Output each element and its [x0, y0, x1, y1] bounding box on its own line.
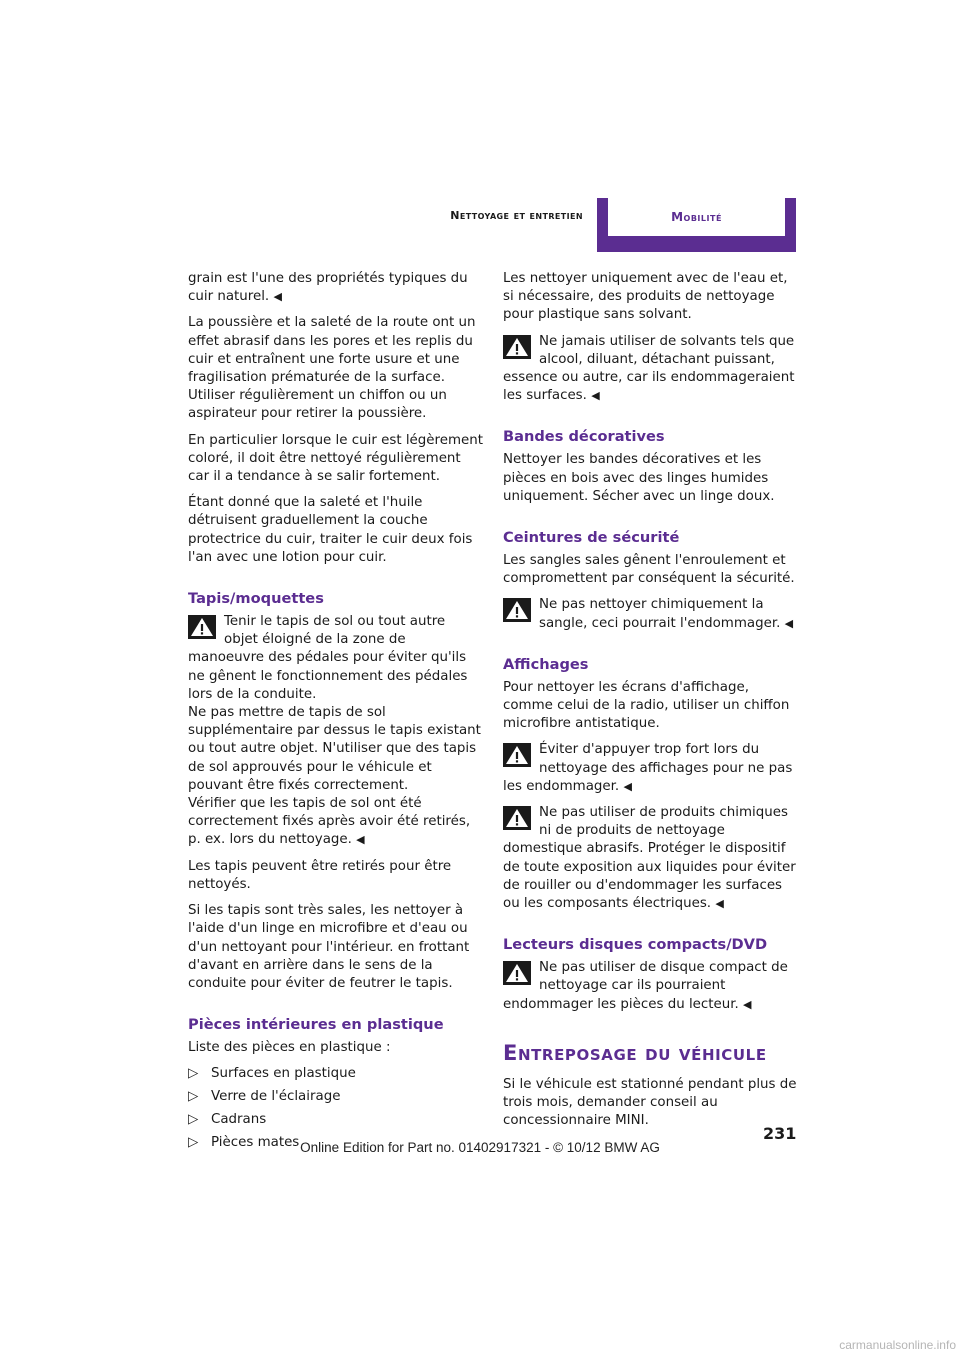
running-header-section: Nettoyage et entretien [450, 209, 583, 222]
list-item-text: Cadrans [211, 1111, 267, 1127]
watermark: carmanualsonline.info [839, 1338, 956, 1352]
plastic-parts-list [188, 1065, 483, 1152]
warning-block [503, 804, 799, 913]
paragraph: Si le véhicule est stationné pendant plus de trois mois, demander conseil au concessionnaire MINI. [503, 1076, 797, 1129]
paragraph: Si les tapis sont très sales, les nettoyer à l'aide d'un linge en microfibre et d'eau ou d'un nettoyant pour l'intérieur. en frottant d'avant en arrière dans le sens de la conduite pour éviter de feutrer le tapis. [188, 903, 470, 991]
paragraph: Pour nettoyer les écrans d'affichage, comme celui de la radio, utiliser un chiffon microfibre antistatique. [503, 679, 790, 732]
list-item [188, 1111, 483, 1129]
paragraph: Liste des pièces en plastique : [188, 1040, 391, 1056]
warning-icon [503, 961, 531, 985]
warning-icon [503, 335, 531, 359]
warning-text: Ne pas mettre de tapis de sol supplémentaire par dessus le tapis existant ou tout autre objet. N'utiliser que des tapis de sol approuvés pour le véhicule et pouvant être fixés correctement. [188, 705, 481, 793]
paragraph: En particulier lorsque le cuir est légèrement coloré, il doit être nettoyé régulièrement car il a tendance à se salir fortement. [188, 432, 483, 485]
warning-block [503, 333, 799, 406]
list-item [188, 1088, 483, 1106]
warning-text: Ne jamais utiliser de solvants tels que alcool, diluant, détachant puissant, essence ou autre, car ils endommageraient les surfaces. [503, 333, 795, 404]
warning-block [188, 613, 483, 850]
end-mark-icon: ◀ [591, 389, 600, 403]
warning-text: Ne pas utiliser de produits chimiques ni de produits de nettoyage domestique abrasifs. Protéger le dispositif de toute exposition aux liquides pour éviter de rouiller ou d'endommager les surfaces ou les composants électriques. [503, 805, 796, 912]
warning-icon [188, 615, 216, 639]
warning-text: Ne pas nettoyer chimiquement la sangle, ceci pourrait l'endommager. [539, 597, 781, 631]
paragraph: La poussière et la saleté de la route ont un effet abrasif dans les pores et les replis du cuir et entraînent une forte usure et une fragilisation prématurée de la surface. Utiliser régulièrement un chiffon ou un aspirateur pour retirer la poussière. [188, 315, 476, 422]
section-heading-plastique: Pièces intérieures en plastique [188, 1016, 444, 1034]
bullet-icon: ▷ [188, 1134, 199, 1150]
footer-edition: Online Edition for Part no. 01402917321 - © 10/12 BMW AG [300, 1140, 660, 1155]
end-mark-icon: ◀ [784, 616, 794, 630]
section-heading-ceintures: Ceintures de sécurité [503, 529, 680, 547]
bullet-icon: ▷ [188, 1089, 199, 1105]
end-mark-icon: ◀ [743, 997, 752, 1011]
section-heading-affichages: Affichages [503, 655, 589, 673]
list-item-text: Verre de l'éclairage [211, 1089, 341, 1105]
warning-icon [503, 806, 531, 830]
section-heading-entreposage: Entreposage du véhicule [503, 1040, 767, 1065]
end-mark-icon: ◀ [623, 779, 632, 793]
warning-icon [503, 598, 531, 622]
warning-text: Vérifier que les tapis de sol ont été correctement fixés après avoir été retirés, p. ex. lors du nettoyage. [188, 796, 471, 848]
right-column [503, 270, 799, 1139]
end-mark-icon: ◀ [273, 290, 282, 304]
list-item-text: Surfaces en plastique [211, 1066, 356, 1082]
paragraph: Étant donné que la saleté et l'huile détruisent graduellement la couche protectrice du cuir, traiter le cuir deux fois l'an avec une lotion pour cuir. [188, 495, 473, 565]
section-heading-tapis: Tapis/moquettes [188, 590, 324, 608]
bullet-icon: ▷ [188, 1066, 199, 1082]
list-item-text: Pièces mates [211, 1134, 300, 1150]
paragraph: Les sangles sales gênent l'enroulement et compromettent par conséquent la sécurité. [503, 553, 795, 587]
paragraph: Nettoyer les bandes décoratives et les pièces en bois avec des linges humides uniquement. Sécher avec un linge doux. [503, 452, 775, 504]
paragraph: Les tapis peuvent être retirés pour être nettoyés. [188, 858, 452, 892]
bullet-icon: ▷ [188, 1111, 199, 1127]
section-heading-lecteurs: Lecteurs disques compacts/DVD [503, 936, 768, 954]
warning-text: Tenir le tapis de sol ou tout autre objet éloigné de la zone de manoeuvre des pédales pour éviter qu'ils ne gênent le fonctionnement des pédales lors de la conduite. [188, 614, 468, 702]
warning-icon [503, 743, 531, 767]
end-mark-icon: ◀ [715, 897, 724, 911]
warning-block [503, 741, 799, 796]
end-mark-icon: ◀ [356, 833, 365, 847]
warning-text: Ne pas utiliser de disque compact de nettoyage car ils pourraient endommager les pièces du lecteur. [503, 960, 788, 1012]
chapter-tab [597, 198, 796, 252]
section-heading-bandes: Bandes décoratives [503, 428, 665, 446]
list-item [188, 1065, 483, 1083]
warning-block [503, 959, 799, 1014]
chapter-tab-label: Mobilité [608, 198, 785, 236]
paragraph: Les nettoyer uniquement avec de l'eau et, si nécessaire, des produits de nettoyage pour plastique sans solvant. [503, 271, 788, 323]
page-number: 231 [763, 1124, 797, 1143]
warning-text: Éviter d'appuyer trop fort lors du nettoyage des affichages pour ne pas les endommager. [503, 742, 793, 794]
warning-block [503, 596, 799, 632]
paragraph-text: grain est l'une des propriétés typiques du cuir naturel. [188, 271, 468, 305]
paragraph [188, 270, 483, 306]
left-column [188, 270, 483, 1157]
